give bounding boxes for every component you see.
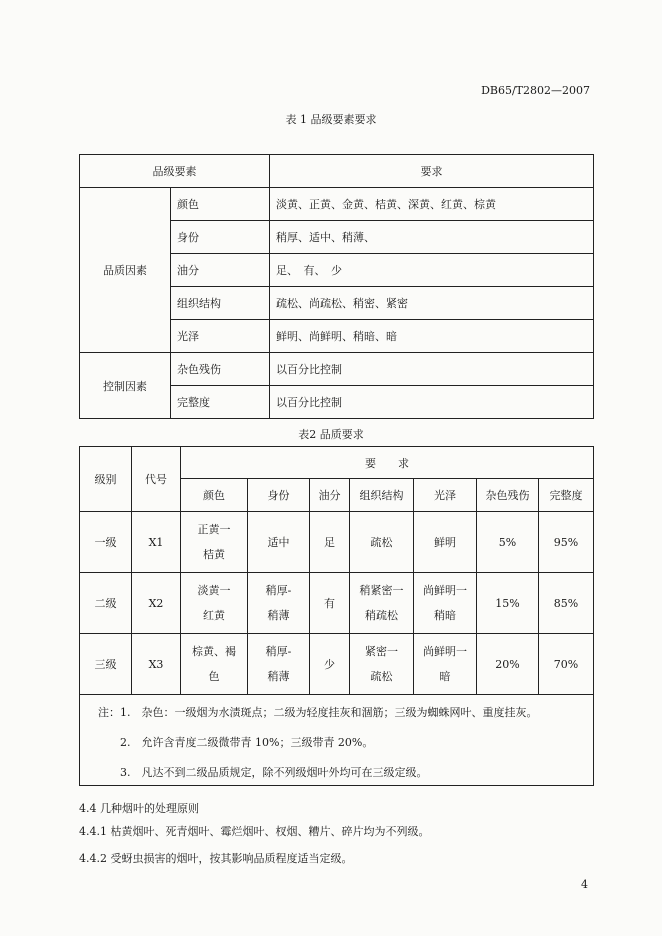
- quality-requirement-table: [79, 446, 594, 695]
- table-row: [80, 634, 594, 695]
- t2-structure: 稍紧密一 稍疏松: [350, 573, 414, 634]
- t1-req: 以百分比控制: [270, 353, 594, 386]
- t2-luster: 鲜明: [414, 512, 477, 573]
- t2-defect: 15%: [477, 573, 539, 634]
- t2-code: X1: [132, 512, 181, 573]
- t1-sub: 组织结构: [171, 287, 270, 320]
- t2-code: X3: [132, 634, 181, 695]
- t1-sub: 油分: [171, 254, 270, 287]
- t2-col-color: 颜色: [181, 479, 248, 512]
- section-clause: 4.4.1 枯黄烟叶、死青烟叶、霉烂烟叶、杈烟、糟片、碎片均为不列级。: [79, 825, 430, 838]
- t2-luster: 尚鲜明一 稍暗: [414, 573, 477, 634]
- t2-grade: 一级: [80, 512, 132, 573]
- t1-group-control: 控制因素: [80, 353, 171, 419]
- t1-sub: 光泽: [171, 320, 270, 353]
- t2-defect: 20%: [477, 634, 539, 695]
- t1-sub: 颜色: [171, 188, 270, 221]
- note-3: 3. 凡达不到二级品质规定，除不列级烟叶外均可在三级定级。: [120, 766, 428, 779]
- table-row: [80, 573, 594, 634]
- t2-head-code: 代号: [132, 447, 181, 512]
- t1-req: 以百分比控制: [270, 386, 594, 419]
- doc-code: DB65/T2802—2007: [481, 84, 590, 97]
- t1-req: 足、 有、 少: [270, 254, 594, 287]
- t1-group-quality: 品质因素: [80, 188, 171, 353]
- t2-color: 棕黄、褐 色: [181, 634, 248, 695]
- page-number: 4: [581, 878, 588, 891]
- t2-body: 稍厚- 稍薄: [248, 573, 310, 634]
- section-clause: 4.4.2 受蚜虫损害的烟叶，按其影响品质程度适当定级。: [79, 852, 353, 865]
- t2-grade: 二级: [80, 573, 132, 634]
- t1-req: 疏松、尚疏松、稍密、紧密: [270, 287, 594, 320]
- t2-color: 正黄一 桔黄: [181, 512, 248, 573]
- t2-col-body: 身份: [248, 479, 310, 512]
- table2-caption: 表2 品质要求: [298, 428, 364, 441]
- t2-head-grade: 级别: [80, 447, 132, 512]
- t1-sub: 杂色残伤: [171, 353, 270, 386]
- table1-caption: 表 1 品级要素要求: [285, 113, 377, 126]
- t2-structure: 疏松: [350, 512, 414, 573]
- t1-head-factor: 品级要素: [80, 155, 270, 188]
- t2-oil: 足: [310, 512, 350, 573]
- t2-defect: 5%: [477, 512, 539, 573]
- t2-col-oil: 油分: [310, 479, 350, 512]
- t1-req: 鲜明、尚鲜明、稍暗、暗: [270, 320, 594, 353]
- table2-notes: [79, 694, 594, 786]
- t2-code: X2: [132, 573, 181, 634]
- t2-color: 淡黄一 红黄: [181, 573, 248, 634]
- t1-req: 稍厚、适中、稍薄、: [270, 221, 594, 254]
- note-1: 注：1. 杂色：一级烟为水渍斑点；二级为轻度挂灰和涸筋；三级为蜘蛛网叶、重度挂灰。: [98, 706, 538, 719]
- grade-factor-table: [79, 154, 594, 419]
- t1-sub: 身份: [171, 221, 270, 254]
- t2-head-req: 要 求: [181, 447, 594, 479]
- t2-oil: 少: [310, 634, 350, 695]
- t1-sub: 完整度: [171, 386, 270, 419]
- t2-body: 稍厚- 稍薄: [248, 634, 310, 695]
- t2-col-structure: 组织结构: [350, 479, 414, 512]
- t2-grade: 三级: [80, 634, 132, 695]
- t2-luster: 尚鲜明一 暗: [414, 634, 477, 695]
- t2-oil: 有: [310, 573, 350, 634]
- t2-integrity: 95%: [539, 512, 594, 573]
- t2-col-defect: 杂色残伤: [477, 479, 539, 512]
- t2-integrity: 85%: [539, 573, 594, 634]
- t2-col-luster: 光泽: [414, 479, 477, 512]
- t2-integrity: 70%: [539, 634, 594, 695]
- note-2: 2. 允许含青度二级微带青 10%；三级带青 20%。: [120, 736, 374, 749]
- table-row: [80, 512, 594, 573]
- section-heading: 4.4 几种烟叶的处理原则: [79, 802, 199, 815]
- t1-head-req: 要求: [270, 155, 594, 188]
- t2-body: 适中: [248, 512, 310, 573]
- t1-req: 淡黄、正黄、金黄、桔黄、深黄、红黄、棕黄: [270, 188, 594, 221]
- t2-structure: 紧密一 疏松: [350, 634, 414, 695]
- t2-col-integrity: 完整度: [539, 479, 594, 512]
